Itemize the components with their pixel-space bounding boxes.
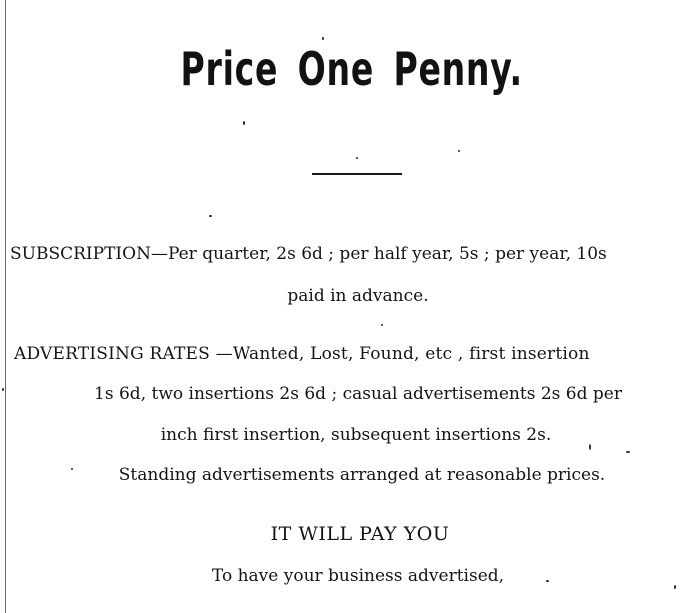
subscription-line-2: paid in advance. <box>287 286 429 306</box>
scan-speck <box>458 150 460 152</box>
advertising-line-3: inch first insertion, subsequent insertions 2s. <box>160 425 552 445</box>
advertising-line-4: Standing advertisements arranged at reasonable prices. <box>118 465 606 485</box>
advertising-line-2: 1s 6d, two insertions 2s 6d ; casual advertisements 2s 6d per <box>94 384 622 404</box>
scan-speck <box>626 451 630 453</box>
scan-speck <box>243 121 245 125</box>
left-margin-rule <box>5 0 6 613</box>
advertising-line-1: ADVERTISING RATES —Wanted, Lost, Found, etc , first insertion <box>14 344 590 364</box>
scan-speck <box>71 468 73 470</box>
scan-speck <box>356 157 358 159</box>
scan-speck <box>2 388 4 391</box>
closing-line: To have your business advertised, <box>211 566 505 586</box>
page-title: Price One Penny. <box>180 42 523 96</box>
scan-speck <box>674 585 676 589</box>
scan-speck <box>546 580 549 582</box>
scan-speck <box>322 37 324 40</box>
scan-speck <box>589 444 591 450</box>
scan-speck <box>381 324 383 326</box>
section-heading: IT WILL PAY YOU <box>270 523 450 545</box>
subscription-line-1: SUBSCRIPTION—Per quarter, 2s 6d ; per half year, 5s ; per year, 10s <box>10 244 607 264</box>
scan-speck <box>209 215 212 217</box>
divider <box>312 173 402 175</box>
